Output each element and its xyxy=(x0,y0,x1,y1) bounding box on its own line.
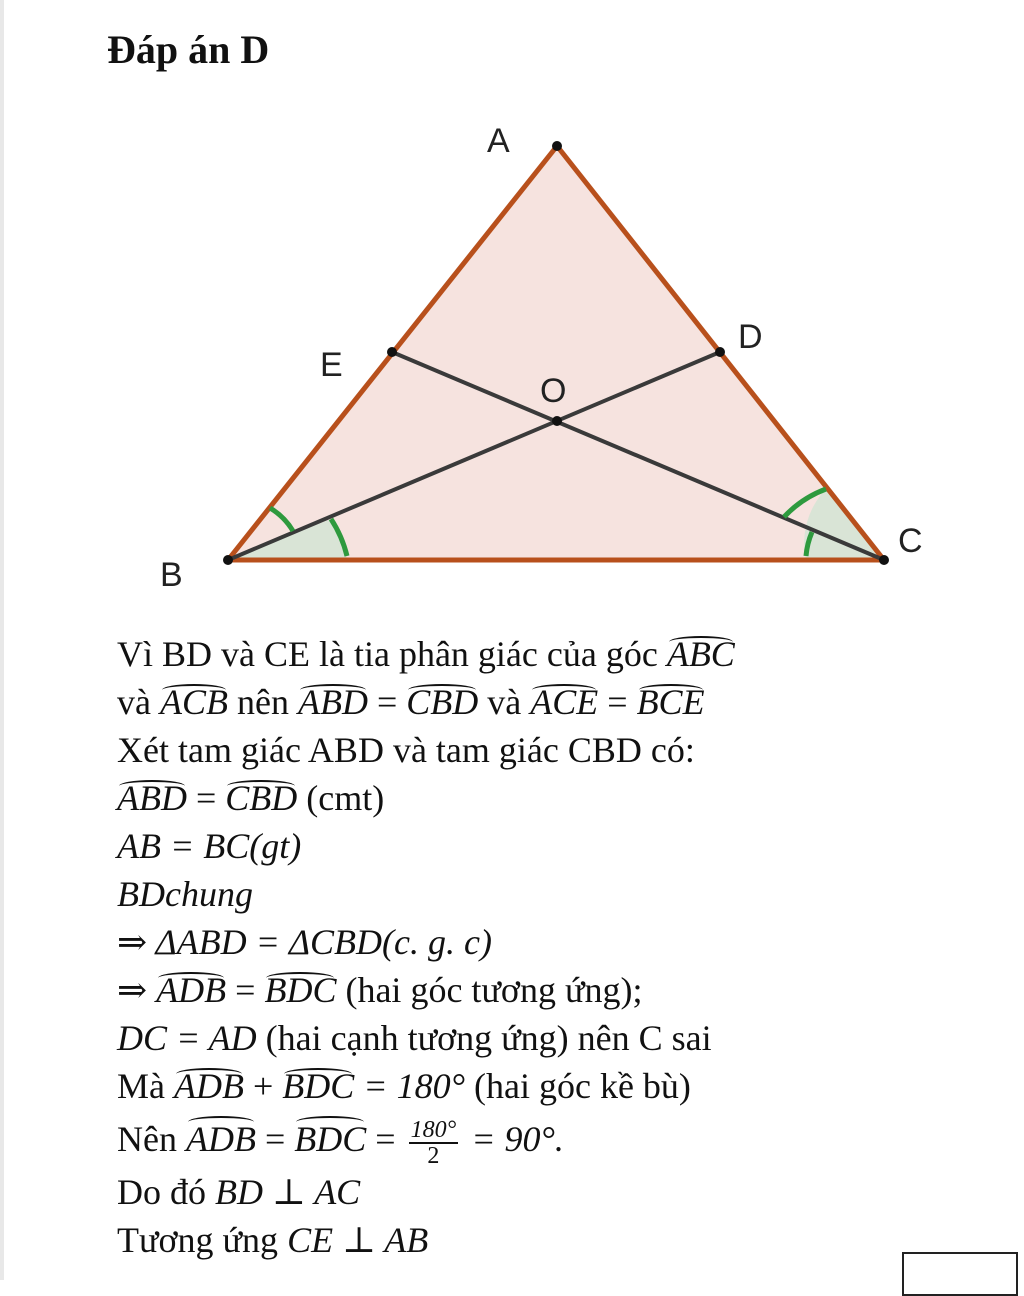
line-8 xyxy=(117,966,735,1014)
angle-abc: ABC xyxy=(667,630,735,678)
line-4 xyxy=(117,774,735,822)
point-e xyxy=(387,347,397,357)
line-11-result: = 90°. xyxy=(462,1119,564,1159)
angle-ace: ACE xyxy=(530,678,598,726)
line-6-math: BDchung xyxy=(117,874,253,914)
line-4-angle-cbd: CBD xyxy=(225,774,297,822)
triangle-figure xyxy=(0,0,1024,620)
line-3 xyxy=(117,726,735,774)
point-d xyxy=(715,347,725,357)
line-5-math: AB = BC(gt) xyxy=(117,826,302,866)
fraction xyxy=(409,1118,459,1168)
label-c: C xyxy=(898,522,923,560)
line-9-math: DC = AD xyxy=(117,1018,257,1058)
solution-text xyxy=(117,630,735,1264)
line-4-eq: = xyxy=(186,778,226,818)
line-10-plus: + xyxy=(243,1066,283,1106)
line-1 xyxy=(117,630,735,678)
line-11-angle-adb: ADB xyxy=(186,1110,256,1168)
line-2-va2: và xyxy=(478,682,531,722)
line-10-angle-bdc: BDC xyxy=(282,1062,354,1110)
line-2-nen: nên xyxy=(227,682,298,722)
line-4-note: (cmt) xyxy=(297,778,385,818)
line-1-text: Vì BD và CE là tia phân giác của góc xyxy=(117,634,667,674)
line-8-eq: = xyxy=(226,970,265,1010)
angle-bce: BCE xyxy=(637,678,705,726)
angle-abd: ABD xyxy=(298,678,368,726)
line-11-eq1: = xyxy=(255,1119,295,1159)
line-13 xyxy=(117,1216,735,1264)
label-e: E xyxy=(320,346,343,384)
angle-acb: ACB xyxy=(160,678,228,726)
line-8-arrow: ⇒ xyxy=(117,970,157,1010)
line-2-eq2: = xyxy=(598,682,637,722)
line-8-note: (hai góc tương ứng); xyxy=(336,970,643,1010)
line-11-eq2: = xyxy=(366,1119,405,1159)
line-6 xyxy=(117,870,735,918)
line-12-math: BD ⊥ AC xyxy=(215,1172,361,1212)
line-12 xyxy=(117,1168,735,1216)
angle-cbd: CBD xyxy=(406,678,478,726)
line-10-ma: Mà xyxy=(117,1066,174,1106)
line-10-note: (hai góc kề bù) xyxy=(465,1066,691,1106)
line-11-angle-bdc: BDC xyxy=(294,1110,366,1168)
line-2-eq1: = xyxy=(367,682,407,722)
line-10-eq: = 180° xyxy=(354,1066,465,1106)
line-12-do: Do đó xyxy=(117,1172,215,1212)
line-8-angle-adb: ADB xyxy=(156,966,226,1014)
point-c xyxy=(879,555,889,565)
line-8-angle-bdc: BDC xyxy=(264,966,336,1014)
fraction-denominator: 2 xyxy=(427,1142,440,1169)
point-o xyxy=(552,416,562,426)
corner-box xyxy=(902,1252,1018,1296)
line-2 xyxy=(117,678,735,726)
line-13-tu: Tương ứng xyxy=(117,1220,288,1260)
line-11 xyxy=(117,1110,735,1168)
line-7-math: ⇒ ΔABD = ΔCBD(c. g. c) xyxy=(117,922,492,962)
line-10-angle-adb: ADB xyxy=(174,1062,244,1110)
label-b: B xyxy=(160,556,183,594)
point-b xyxy=(223,555,233,565)
line-2-va: và xyxy=(117,682,160,722)
label-o: O xyxy=(540,372,567,410)
line-11-nen: Nên xyxy=(117,1119,186,1159)
line-3-text: Xét tam giác ABD và tam giác CBD có: xyxy=(117,730,695,770)
line-10 xyxy=(117,1062,735,1110)
answer-title: Đáp án D xyxy=(107,27,270,72)
point-a xyxy=(552,141,562,151)
line-4-angle-abd: ABD xyxy=(117,774,187,822)
line-9-text: (hai cạnh tương ứng) nên C sai xyxy=(256,1018,712,1058)
label-a: A xyxy=(487,122,510,160)
line-9 xyxy=(117,1014,735,1062)
line-5 xyxy=(117,822,735,870)
fraction-numerator: 180° xyxy=(410,1116,457,1143)
label-d: D xyxy=(738,318,763,356)
line-7 xyxy=(117,918,735,966)
line-13-math: CE ⊥ AB xyxy=(287,1220,429,1260)
